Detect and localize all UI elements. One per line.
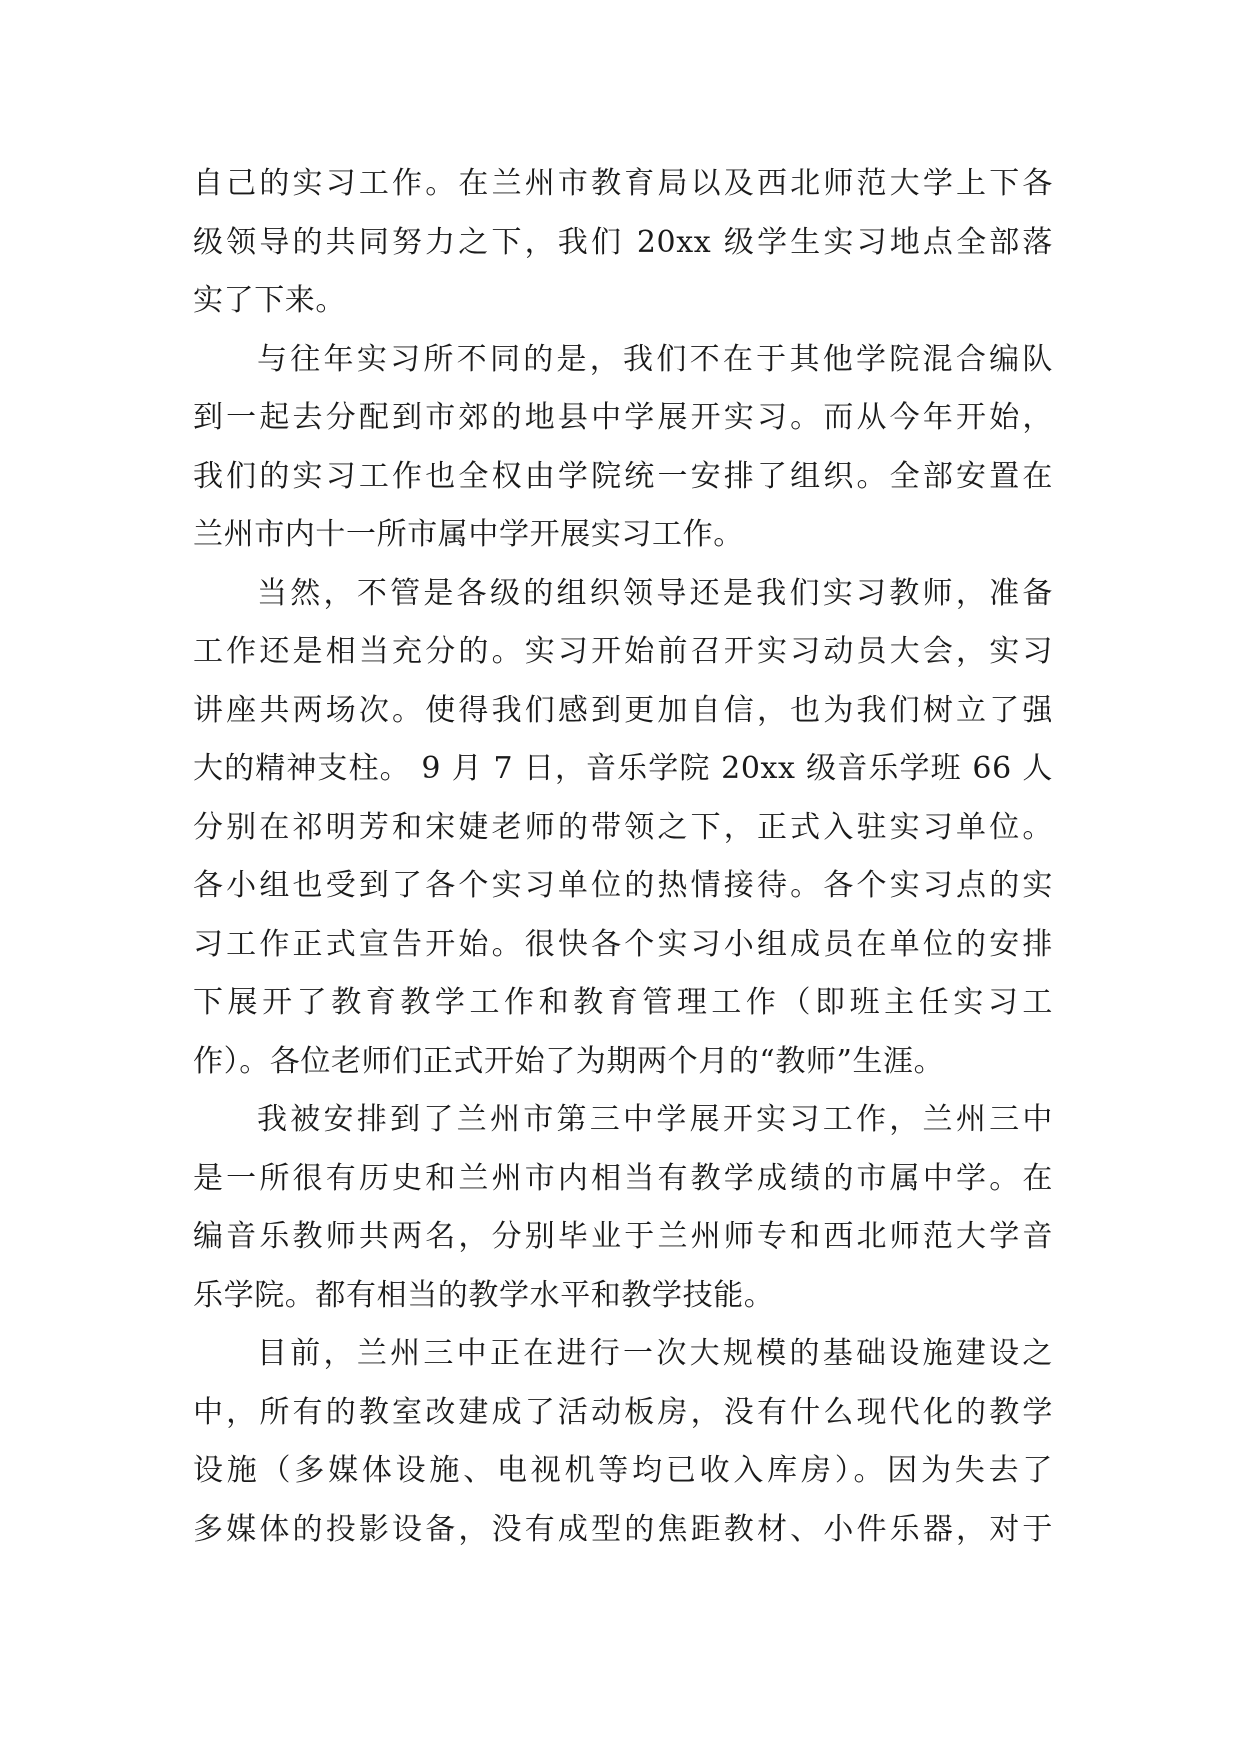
text-line: 多媒体的投影设备，没有成型的焦距教材、小件乐器，对于 bbox=[193, 1511, 1053, 1547]
text-line: 我们的实习工作也全权由学院统一安排了组织。全部安置在 bbox=[193, 458, 1053, 494]
text-line: 到一起去分配到市郊的地县中学展开实习。而从今年开始， bbox=[193, 400, 1053, 435]
text-line: 习工作正式宣告开始。很快各个实习小组成员在单位的安排 bbox=[193, 926, 1053, 962]
text-line: 是一所很有历史和兰州市内相当有教学成绩的市属中学。在 bbox=[193, 1160, 1053, 1196]
text-line: 与往年实习所不同的是，我们不在于其他学院混合编队 bbox=[257, 341, 1053, 377]
text-line: 大的精神支柱。 9 月 7 日，音乐学院 20xx 级音乐学班 66 人 bbox=[193, 751, 1053, 786]
text-line: 作）。各位老师们正式开始了为期两个月的“教师”生涯。 bbox=[193, 1043, 945, 1079]
text-line: 我被安排到了兰州市第三中学展开实习工作，兰州三中 bbox=[257, 1102, 1053, 1137]
text-line: 设施（多媒体设施、电视机等均已收入库房）。因为失去了 bbox=[193, 1453, 1053, 1488]
text-line: 讲座共两场次。使得我们感到更加自信，也为我们树立了强 bbox=[193, 692, 1053, 728]
text-line: 兰州市内十一所市属中学开展实习工作。 bbox=[193, 517, 744, 552]
document-body bbox=[193, 155, 1053, 1559]
text-line: 自己的实习工作。在兰州市教育局以及西北师范大学上下各 bbox=[193, 166, 1053, 201]
text-line: 实了下来。 bbox=[193, 283, 346, 318]
text-line: 当然，不管是各级的组织领导还是我们实习教师，准备 bbox=[257, 575, 1053, 611]
text-line: 乐学院。都有相当的教学水平和教学技能。 bbox=[193, 1277, 775, 1313]
text-line: 目前，兰州三中正在进行一次大规模的基础设施建设之 bbox=[257, 1336, 1053, 1371]
text-line: 下展开了教育教学工作和教育管理工作（即班主任实习工 bbox=[193, 985, 1053, 1020]
text-line: 工作还是相当充分的。实习开始前召开实习动员大会，实习 bbox=[193, 634, 1053, 669]
text-line: 编音乐教师共两名，分别毕业于兰州师专和西北师范大学音 bbox=[193, 1219, 1053, 1254]
text-line: 中，所有的教室改建成了活动板房，没有什么现代化的教学 bbox=[193, 1394, 1053, 1430]
text-line: 级领导的共同努力之下，我们 20xx 级学生实习地点全部落 bbox=[193, 224, 1053, 260]
text-line: 分别在祁明芳和宋婕老师的带领之下，正式入驻实习单位。 bbox=[193, 809, 1053, 845]
text-line: 各小组也受到了各个实习单位的热情接待。各个实习点的实 bbox=[193, 868, 1053, 903]
